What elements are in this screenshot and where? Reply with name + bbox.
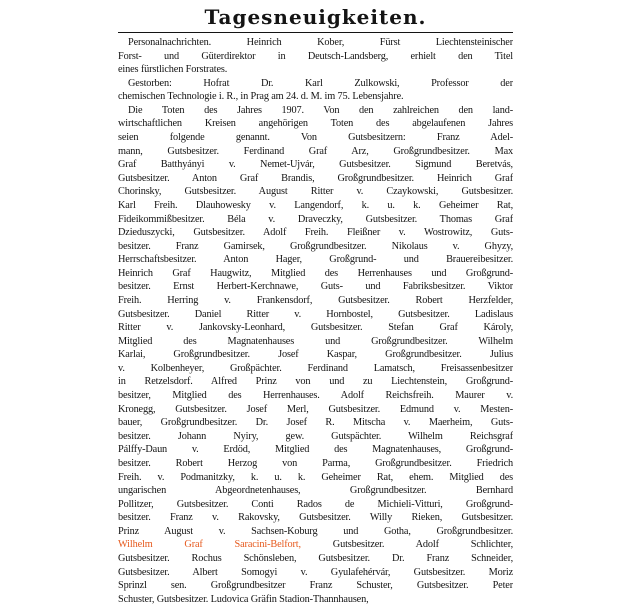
text-line: Gutsbesitzer. Anton Graf Brandis, Großgrundbesitzer. Heinrich Graf (118, 172, 513, 184)
highlighted-name: Wilhelm Graf Saracini-Belfort, (118, 539, 301, 551)
text-line: Personalnachrichten. Heinrich Kober, Fürst Liechtensteinischer (128, 37, 513, 48)
text-line: Herrschaftsbesitzer. Anton Hager, Großgrund- und Brauereibesitzer. (118, 254, 513, 266)
text-line: Heinrich Graf Haugwitz, Mitglied des Herrenhauses und Großgrund- (118, 267, 513, 279)
text-line: Freih. v. Podmanitzky, k. u. k. Geheimer Rat, ehem. Mitglied des (118, 471, 513, 483)
text-line: Prinz August v. Sachsen-Koburg und Gotha, Großgrundbesitzer. (118, 525, 513, 537)
text-line: Die Toten des Jahres 1907. Von den zahlreichen den land- (128, 104, 513, 116)
text-line: Karlai, Großgrundbesitzer. Josef Kaspar, Großgrundbesitzer. Julius (118, 349, 513, 361)
section-title: Tagesneuigkeiten. (204, 5, 427, 29)
text-line: ungarischen Abgeordnetenhauses, Großgrundbesitzer. Bernhard (118, 485, 513, 497)
text-line: bauer, Großgrundbesitzer. Dr. Josef R. Mitscha v. Maerheim, Guts- (118, 417, 513, 429)
text-line: Gestorben: Hofrat Dr. Karl Zulkowski, Professor der (128, 77, 513, 89)
text-line: Freih. Herring v. Frankensdorf, Gutsbesitzer. Robert Herzfelder, (118, 294, 513, 306)
text-line (118, 538, 513, 552)
newspaper-column (118, 0, 513, 605)
text-line: Gutsbesitzer. Rochus Schönsleben, Gutsbesitzer. Dr. Franz Schneider, (118, 552, 513, 564)
text-line: besitzer, Mitglied des Herrenhauses. Adolf Reichsfreih. Maurer v. (118, 390, 513, 402)
text-line: chemischen Technologie i. R., in Prag am 24. d. M. im 75. Lebensjahre. (118, 91, 404, 103)
title-rule (118, 32, 513, 33)
text-line: Fideikommißbesitzer. Béla v. Draveczky, Gutsbesitzer. Thomas Graf (118, 213, 513, 225)
text-line: Kronegg, Gutsbesitzer. Josef Merl, Gutsbesitzer. Edmund v. Mesten- (118, 403, 513, 415)
text-line: Karl Freih. Dlauhowesky v. Langendorf, k. u. k. Geheimer Rat, (118, 199, 513, 211)
text-line: besitzer. Franz Gamirsek, Großgrundbesitzer. Nikolaus v. Ghyzy, (118, 240, 513, 252)
text-line: mann, Gutsbesitzer. Ferdinand Graf Arz, Großgrundbesitzer. Max (118, 145, 513, 157)
text-line: seien folgende genannt. Von Gutsbesitzern: Franz Adel- (118, 132, 513, 144)
text-line: besitzer. Ernst Herbert-Kerchnawe, Guts- und Fabriksbesitzer. Viktor (118, 281, 513, 293)
text-line: Pollitzer, Gutsbesitzer. Conti Rados de Michieli-Vitturi, Großgrund- (118, 498, 513, 510)
text-line: besitzer. Robert Herzog von Parma, Großgrundbesitzer. Friedrich (118, 457, 513, 469)
highlight-line-rest: Gutsbesitzer. Adolf Schlichter, (300, 539, 513, 551)
text-line: Dzieduszycki, Gutsbesitzer. Adolf Freih. Fleißner v. Wostrowitz, Guts- (118, 227, 513, 239)
text-line: Sprinzl sen. Großgrundbesitzer Franz Schuster, Gutsbesitzer. Peter (118, 580, 513, 592)
text-line: Ritter v. Jankovsky-Leonhard, Gutsbesitzer. Stefan Graf Károly, (118, 322, 513, 334)
text-line: Chorinsky, Gutsbesitzer. August Ritter v. Czaykowski, Gutsbesitzer. (118, 186, 513, 198)
text-line: Schuster, Gutsbesitzer. Ludovica Gräfin Stadion-Thannhausen, (118, 593, 369, 605)
text-line: in Retzelsdorf. Alfred Prinz von und zu Liechtenstein, Großgrund- (118, 376, 513, 388)
text-line: Gutsbesitzer. Daniel Ritter v. Hornbostel, Gutsbesitzer. Ladislaus (118, 308, 513, 320)
text-line: wirtschaftlichen Kreisen angehörigen Toten des abgelaufenen Jahres (118, 118, 513, 130)
article-body (118, 36, 513, 606)
text-line: v. Kolbenheyer, Großpächter. Ferdinand Lamatsch, Freisassenbesitzer (118, 362, 513, 374)
text-line: besitzer. Johann Nyiry, gew. Gutspächter. Wilhelm Reichsgraf (118, 430, 513, 442)
text-line: eines fürstlichen Forstrates. (118, 64, 228, 76)
text-line: Graf Batthyányi v. Nemet-Ujvár, Gutsbesitzer. Sigmund Beretvás, (118, 159, 513, 171)
text-line: besitzer. Franz v. Rakovsky, Gutsbesitzer. Willy Rieken, Gutsbesitzer. (118, 512, 513, 524)
text-line: Gutsbesitzer. Albert Somogyi v. Gyulafehérvár, Gutsbesitzer. Moriz (118, 566, 513, 578)
text-line: Mitglied des Magnatenhauses und Großgrundbesitzer. Wilhelm (118, 335, 513, 347)
text-line: Forst- und Güterdirektor in Deutsch-Landsberg, erhielt den Titel (118, 50, 513, 62)
text-line: Pálffy-Daun v. Erdöd, Mitglied des Magnatenhauses, Großgrund- (118, 444, 513, 456)
